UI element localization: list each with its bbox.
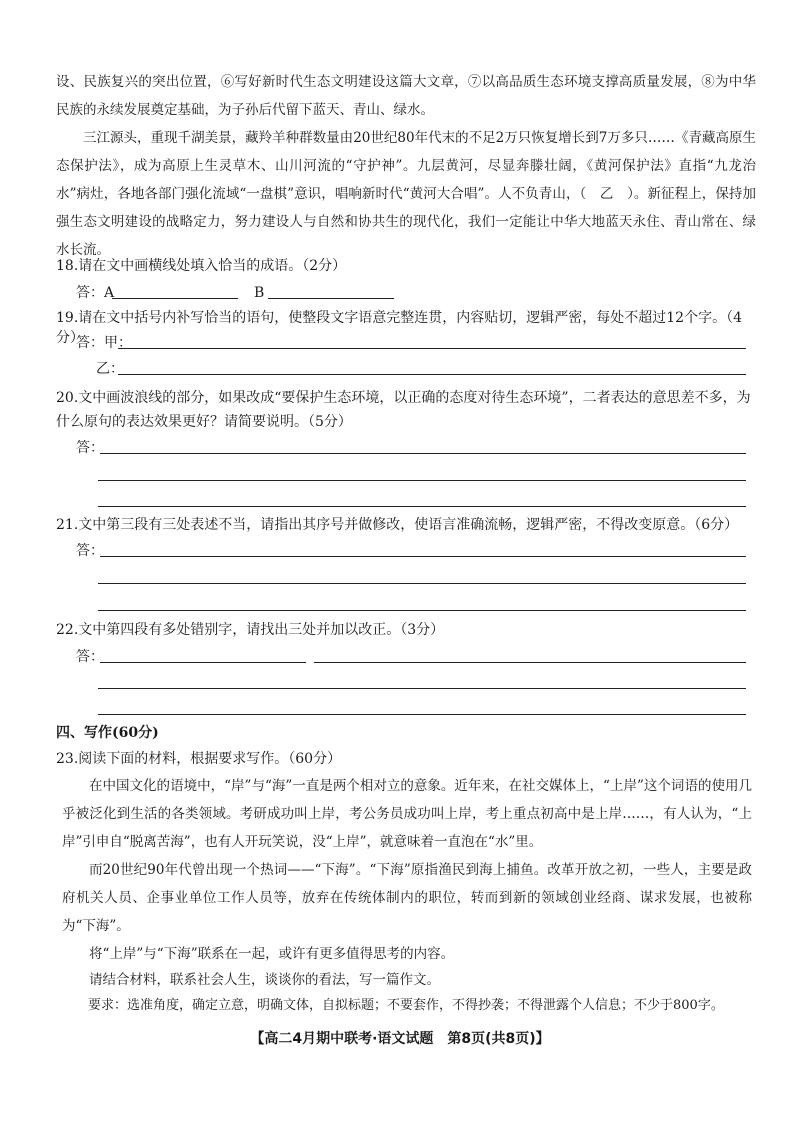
q19-jia-blank[interactable] (118, 348, 746, 349)
q21-answer-label: 答： (76, 543, 104, 559)
writing-material-2: 而20世纪90年代曾出现一个热词——“下海”。“下海”原指渔民到海上捕鱼。改革开放之初，一些人，主要是政府机关人员、企事业单位工作人员等，放弃在传统体制内的职位，转而到新的领域创业经商、谋求发展，也被称为“下海”。 (62, 862, 752, 934)
q22-answer-line[interactable] (98, 714, 746, 715)
q22-answer-line[interactable] (98, 688, 746, 689)
question-22: 22.文中第四段有多处错别字，请找出三处并加以改正。（3分） (56, 622, 445, 638)
question-21: 21.文中第三段有三处表述不当，请指出其序号并做修改，使语言准确流畅，逻辑严密，不得改变原意。（6分） (56, 517, 739, 533)
question-19: 19.请在文中括号内补写恰当的语句，使整段文字语意完整连贯，内容贴切，逻辑严密，每处不超过12个字。（4分） (56, 310, 742, 346)
q18-answer-b-blank[interactable] (268, 298, 394, 299)
q20-answer-line[interactable] (100, 453, 746, 454)
q20-answer-line[interactable] (98, 480, 746, 481)
question-20: 20.文中画波浪线的部分，如果改成“要保护生态环境，以正确的态度对待生态环境”，二者表达的意思差不多，为什么原句的表达效果更好？请简要说明。（5分） (56, 390, 751, 430)
q18-answer-label: 答：A (76, 285, 115, 301)
passage-paragraph-4: 三江源头，重现千湖美景，藏羚羊种群数量由20世纪80年代末的不足2万只恢复增长到7万多只……《青藏高原生态保护法》，成为高原上生灵草木、山川河流的“守护神”。九层黄河，尽显奔滕壮阔，《黄河保护法》直指“九龙治水”病灶，各地各部门强化流域“一盘棋”意识，唱响新时代“黄河大合唱”。人不负青山，（ 乙 ）。新征程上，保持加强生态文明建设的战略定力，努力建设人与自然和协共生的现代化，我们一定能让中华大地蓝天永住、青山常在、绿水长流。 (56, 130, 756, 258)
q18-b-label: B (254, 285, 265, 301)
q20-answer-line[interactable] (98, 506, 746, 507)
passage-paragraph-continued: 设、民族复兴的突出位置，⑥写好新时代生态文明建设这篇大文章，⑦以高品质生态环境支撑高质量发展，⑧为中华民族的永续发展奠定基础，为子孙后代留下蓝天、青山、绿水。 (56, 74, 756, 118)
q19-yi-blank[interactable] (118, 374, 746, 375)
q21-answer-line[interactable] (98, 610, 746, 611)
q20-answer-label: 答： (76, 440, 104, 456)
q19-yi-label: 乙： (96, 361, 124, 377)
writing-section-title: 四、写作(60分) (56, 725, 159, 741)
q21-answer-line[interactable] (100, 556, 746, 557)
q22-answer-blank[interactable] (100, 662, 306, 663)
q21-answer-line[interactable] (98, 583, 746, 584)
q22-answer-label: 答： (76, 649, 104, 665)
writing-requirements: 要求：选准角度，确定立意，明确文体，自拟标题；不要套作，不得抄袭；不得泄露个人信息；不少于800字。 (88, 998, 724, 1013)
writing-prompt: 请结合材料，联系社会人生，谈谈你的看法，写一篇作文。 (89, 972, 440, 988)
page-footer: 【高二4月期中联考·语文试题 第8页(共8页)】 (250, 1031, 550, 1047)
q19-answer-label: 答：甲： (76, 335, 132, 351)
question-18: 18.请在文中画横线处填入恰当的成语。（2分） (56, 258, 347, 274)
writing-material-1: 在中国文化的语境中，“岸”与“海”一直是两个相对立的意象。近年来，在社交媒体上，“上岸”这个词语的使用几乎被泛化到生活的各类领域。考研成功叫上岸，考公务员成功叫上岸，考上重点初高中是上岸……，有人认为，“上岸”引申自“脱离苦海”，也有人开玩笑说，没“上岸”，就意味着一直泡在“水”里。 (62, 778, 752, 850)
writing-material-3: 将“上岸”与“下海”联系在一起，或许有更多值得思考的内容。 (89, 946, 455, 962)
q22-answer-blank[interactable] (314, 662, 746, 663)
q18-answer-a-blank[interactable] (112, 298, 238, 299)
question-23: 23.阅读下面的材料，根据要求写作。（60分） (56, 751, 342, 767)
